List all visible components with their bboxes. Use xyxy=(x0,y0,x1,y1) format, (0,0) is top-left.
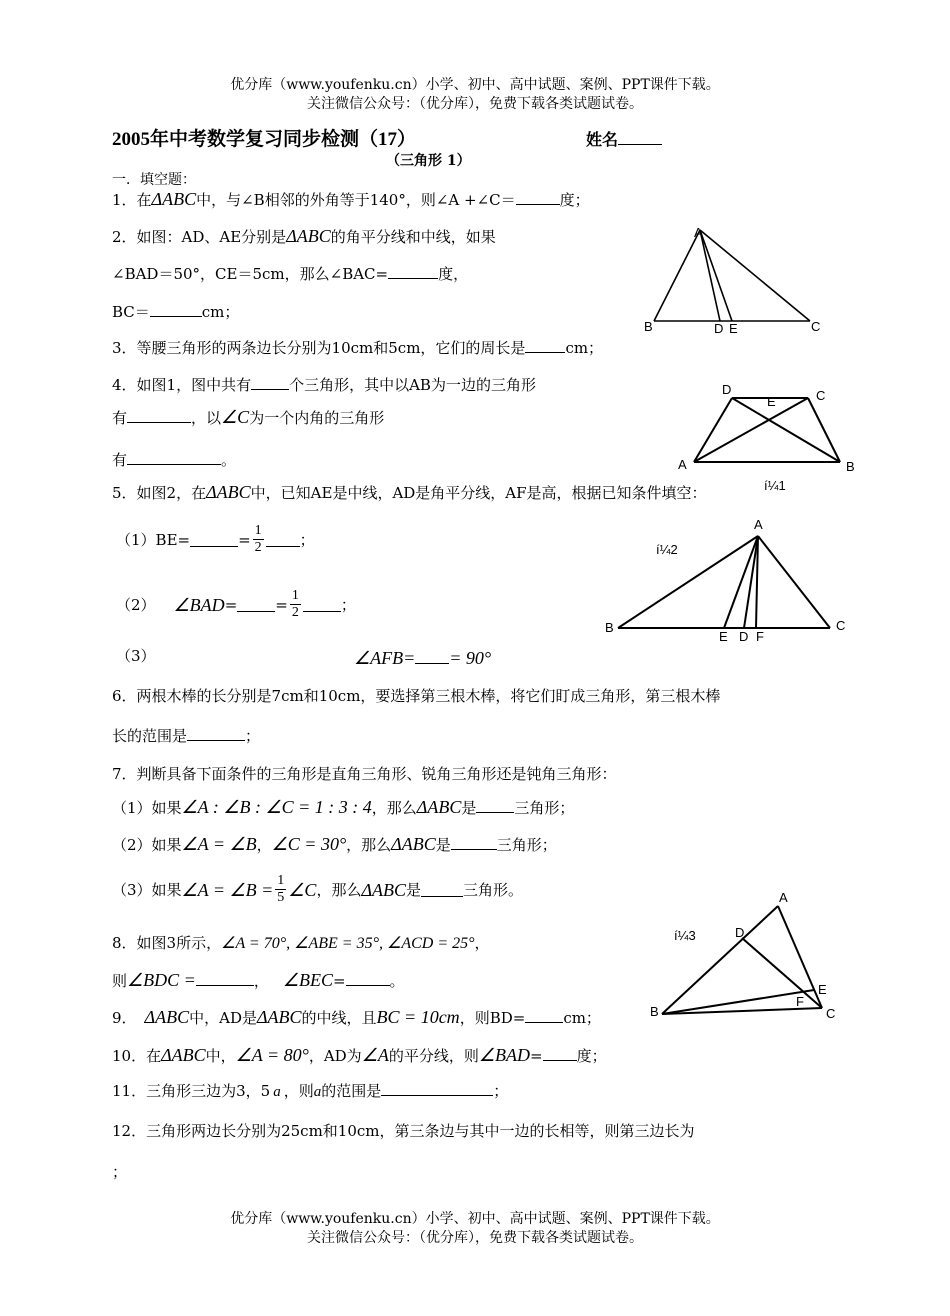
fig3-label-f: F xyxy=(796,994,804,1009)
q2-triangle: ΔABC xyxy=(286,226,331,246)
q7-p1-a: （1）如果 xyxy=(112,799,182,817)
fig1-label-e: E xyxy=(767,394,776,409)
q6-line2-a: 长的范围是 xyxy=(112,727,188,745)
question-5-part-1 xyxy=(116,523,315,556)
q7-p3-eq: ∠A = ∠B = xyxy=(181,879,274,900)
subtitle: （三角形 1） xyxy=(386,153,471,169)
question-3 xyxy=(112,338,603,358)
q5-p2-eq2: = xyxy=(275,595,288,614)
fig1-label-c: C xyxy=(816,388,826,403)
q9-text-c: 中，AD是 xyxy=(189,1009,257,1027)
q4-text-b: 个三角形，其中以AB为一边的三角形 xyxy=(289,376,536,394)
q5-frac2-num: 1 xyxy=(291,588,299,603)
q4-line2-d: 为一个内角的三角形 xyxy=(249,409,385,427)
q1-triangle: ΔABC xyxy=(151,189,197,209)
q8-text-c: ， xyxy=(474,934,490,952)
q7-frac-num: 1 xyxy=(277,873,285,888)
q9-bc: BC = 10cm xyxy=(376,1007,460,1027)
q11-blank xyxy=(381,1081,493,1096)
q5-p2-a: （2） xyxy=(116,595,156,614)
fig1-side-ac xyxy=(694,398,808,462)
fig2-label-b: B xyxy=(605,620,614,635)
q10-eq: = xyxy=(529,1047,543,1065)
q11-var-a-2: a xyxy=(313,1084,322,1100)
q9-text-h: cm； xyxy=(563,1009,601,1027)
q5-p3-blank xyxy=(415,649,449,664)
question-12: 12．三角形两边长分别为25cm和10cm，第三条边与其中一边的长相等，则第三边长为 xyxy=(112,1122,695,1140)
q4-line3-a: 有 xyxy=(112,451,128,469)
q4-blank-1 xyxy=(251,375,289,390)
fig3-segment-cd xyxy=(742,938,822,1008)
q10-text-a: 10．在 xyxy=(112,1047,162,1065)
name-field xyxy=(586,127,662,150)
q11-text-e: 的范围是 xyxy=(321,1082,382,1100)
q5-p1-a: （1）BE= xyxy=(116,530,191,549)
q8-line2-f: 。 xyxy=(389,972,405,990)
q8-angle-bec: ∠BEC xyxy=(282,970,333,990)
q10-text-g: 的平分线，则 xyxy=(388,1047,479,1065)
q3-blank xyxy=(525,338,565,353)
fig2-label-c: C xyxy=(836,618,846,633)
q10-triangle: ΔABC xyxy=(161,1045,206,1065)
fig2-side-ab xyxy=(618,536,758,628)
fig0-label-d: D xyxy=(714,321,724,336)
q8-text-a: 8．如图3所示， xyxy=(112,934,222,952)
q5-fraction-half-2 xyxy=(290,588,301,621)
q6-blank xyxy=(187,726,245,741)
q8-angles: ∠A = 70°, ∠ABE = 35°, ∠ACD = 25° xyxy=(221,935,475,952)
question-5 xyxy=(112,482,707,503)
q9-text-e: 的中线，且 xyxy=(301,1009,377,1027)
question-8-line-2 xyxy=(112,970,405,991)
q7-p2-blank xyxy=(451,835,497,850)
q5-frac-den: 2 xyxy=(254,540,262,555)
q10-blank xyxy=(543,1046,577,1061)
q5-p3-value: = 90° xyxy=(449,648,492,668)
page-title: 2005年中考数学复习同步检测（17） xyxy=(112,129,417,150)
q7-p3-f: 是 xyxy=(406,880,422,899)
q10-angle-a: ∠A = 80° xyxy=(235,1045,309,1065)
q7-p2-g: 是 xyxy=(435,836,451,854)
q5-p1-blank-2 xyxy=(266,532,300,547)
q4-blank-3 xyxy=(127,450,221,465)
q5-triangle: ΔABC xyxy=(206,482,251,502)
q2-line2-a: ∠BAD＝50°，CE＝5cm，那么∠BAC= xyxy=(112,265,389,283)
figure-2 xyxy=(600,514,850,648)
q11-text-c: ，则 xyxy=(283,1082,314,1100)
q5-p2-e: ； xyxy=(340,595,356,614)
footer-line-1: 优分库（www.youfenku.cn）小学、初中、高中试题、案例、PPT课件下载。 xyxy=(230,1211,720,1227)
q1-text-d: 度； xyxy=(559,191,590,209)
q7-p1-c: ，那么 xyxy=(371,799,417,817)
q8-line2-eq: = xyxy=(332,972,346,990)
q7-p3-d: ，那么 xyxy=(316,880,362,899)
question-10 xyxy=(112,1045,607,1066)
q5-frac-num: 1 xyxy=(254,523,262,538)
question-4-line-2 xyxy=(112,407,384,428)
q5-frac2-den: 2 xyxy=(291,605,299,620)
fig3-label-c: C xyxy=(826,1006,836,1021)
q2-text-a: 2．如图：AD、AE分别是 xyxy=(112,228,287,246)
q5-p1-eq: = xyxy=(238,530,251,549)
q5-p3-angle: ∠AFB xyxy=(354,648,404,668)
q4-line3-b: 。 xyxy=(221,451,237,469)
q5-p2-blank-1 xyxy=(237,597,275,612)
q7-p3-blank xyxy=(421,882,463,897)
fig2-caption: í¼2 xyxy=(656,542,678,557)
question-1 xyxy=(112,189,590,210)
question-8 xyxy=(112,933,490,954)
q2-line3-b: cm； xyxy=(201,303,240,321)
section-1-heading: 一．填空题： xyxy=(112,172,196,188)
q5-p1-c: ； xyxy=(299,530,315,549)
fig0-label-a: A xyxy=(694,225,703,240)
q7-p1-f: 三角形； xyxy=(514,799,575,817)
question-7: 7．判断具备下面条件的三角形是直角三角形、锐角三角形还是钝角三角形： xyxy=(112,765,617,783)
fig3-label-e: E xyxy=(818,982,827,997)
q9-triangle-2: ΔABC xyxy=(256,1007,302,1027)
question-9 xyxy=(112,1007,601,1028)
q5-fraction-half xyxy=(253,523,264,556)
fig1-label-b: B xyxy=(846,459,855,474)
q7-p3-triangle: ΔABC xyxy=(361,879,407,900)
fig0-label-e: E xyxy=(729,321,738,336)
q8-blank-1 xyxy=(196,971,254,986)
question-2-line-2 xyxy=(112,264,468,284)
q1-blank xyxy=(516,190,560,205)
q8-line2-a: 则 xyxy=(112,972,128,990)
q4-text-a: 4．如图1，图中共有 xyxy=(112,376,252,394)
figure-3 xyxy=(640,888,850,1026)
fig2-label-e: E xyxy=(719,629,728,644)
q8-blank-2 xyxy=(346,971,390,986)
fig2-median-ae xyxy=(724,536,758,628)
question-4 xyxy=(112,375,536,395)
fig0-label-b: B xyxy=(644,319,653,334)
q7-fraction-fifth xyxy=(275,873,286,906)
q3-text-a: 3．等腰三角形的两条边长分别为10cm和5cm，它们的周长是 xyxy=(112,339,526,357)
question-5-part-2 xyxy=(116,588,356,621)
question-7-part-1 xyxy=(112,797,574,818)
fig3-label-d: D xyxy=(735,925,745,940)
q5-text-c: 中，已知AE是中线，AD是角平分线，AF是高，根据已知条件填空： xyxy=(250,484,707,502)
fig0-side-ab xyxy=(654,230,700,321)
question-2 xyxy=(112,226,496,247)
q11-text-f: ； xyxy=(493,1082,509,1100)
q5-p2-angle: ∠BAD xyxy=(173,594,225,615)
q1-text-a: 1．在 xyxy=(112,191,152,209)
q10-angle-bad: ∠BAD xyxy=(478,1045,530,1065)
q4-blank-2 xyxy=(127,408,191,423)
q4-line2-b: ，以 xyxy=(191,409,222,427)
q6-line2-b: ； xyxy=(245,727,261,745)
fig3-label-a: A xyxy=(779,890,788,905)
fig2-side-ac xyxy=(758,536,830,628)
q9-blank xyxy=(525,1008,563,1023)
figure-1 xyxy=(670,380,870,492)
header-line-2: 关注微信公众号：（优分库），免费下载各类试题试卷。 xyxy=(307,96,643,112)
q2-blank-1 xyxy=(388,264,438,279)
q3-text-b: cm； xyxy=(565,339,604,357)
name-blank xyxy=(618,130,662,145)
fig2-label-d: D xyxy=(739,629,749,644)
q4-angle-c: ∠C xyxy=(221,407,250,427)
figure-q2-triangle xyxy=(640,222,830,338)
question-5-part-3-label: （3） xyxy=(116,647,156,665)
question-6-line-2 xyxy=(112,726,260,746)
fig2-label-f: F xyxy=(756,629,764,644)
q2-blank-2 xyxy=(150,302,202,317)
name-label: 姓名 xyxy=(586,130,619,149)
fig3-label-b: B xyxy=(650,1004,659,1019)
q8-line2-c: ， xyxy=(253,972,269,990)
header-line-1: 优分库（www.youfenku.cn）小学、初中、高中试题、案例、PPT课件下载。 xyxy=(230,77,720,93)
fig1-caption: í¼1 xyxy=(764,478,786,492)
q7-p2-e: ，那么 xyxy=(346,836,392,854)
q7-p1-triangle: ΔABC xyxy=(416,797,462,817)
q7-p2-a: （2）如果 xyxy=(112,836,182,854)
fig0-label-c: C xyxy=(811,319,821,334)
q11-text-a: 11．三角形三边为3，5 xyxy=(112,1082,271,1100)
q7-frac-den: 5 xyxy=(277,890,285,905)
q2-line2-b: 度， xyxy=(438,265,469,283)
question-4-line-3 xyxy=(112,450,236,470)
q5-p2-blank-2 xyxy=(303,597,341,612)
q5-p3-eq: = xyxy=(403,648,416,668)
q9-text-g: ，则BD= xyxy=(459,1009,526,1027)
q9-triangle-1: ΔABC xyxy=(144,1007,190,1027)
q1-text-c: 中，与∠B相邻的外角等于140°，则∠A +∠C＝ xyxy=(196,191,516,209)
q7-p1-e: 是 xyxy=(461,799,477,817)
q5-p1-blank-1 xyxy=(190,532,238,547)
fig2-label-a: A xyxy=(754,517,763,532)
q10-text-c: 中， xyxy=(205,1047,236,1065)
q10-text-j: 度； xyxy=(576,1047,607,1065)
question-6: 6．两根木棒的长分别是7cm和10cm，要选择第三根木棒，将它们盯成三角形，第三根木棒 xyxy=(112,687,721,705)
question-12-line-2: ； xyxy=(112,1163,128,1181)
q10-angle-a-2: ∠A xyxy=(361,1045,389,1065)
q7-p2-c: ， xyxy=(256,836,272,854)
q4-line2-a: 有 xyxy=(112,409,128,427)
q5-p2-eq1: = xyxy=(224,595,238,614)
fig3-caption: í¼3 xyxy=(674,928,696,943)
question-7-part-3 xyxy=(112,873,523,906)
q7-p2-triangle: ΔABC xyxy=(391,834,436,854)
question-7-part-2 xyxy=(112,834,557,855)
q8-angle-bdc: ∠BDC = xyxy=(127,970,196,990)
q7-p2-eq: ∠A = ∠B xyxy=(181,834,257,854)
question-5-part-3 xyxy=(354,648,491,669)
q7-p2-h: 三角形； xyxy=(496,836,557,854)
q11-var-a: a xyxy=(273,1084,281,1100)
q2-line3-a: BC＝ xyxy=(112,303,150,321)
q2-text-c: 的角平分线和中线，如果 xyxy=(330,228,496,246)
q10-text-e: ，AD为 xyxy=(308,1047,362,1065)
q7-p1-blank xyxy=(476,798,514,813)
footer-line-2: 关注微信公众号：（优分库），免费下载各类试题试卷。 xyxy=(307,1230,643,1246)
question-11 xyxy=(112,1081,508,1102)
q5-text-a: 5．如图2，在 xyxy=(112,484,207,502)
question-2-line-3 xyxy=(112,302,239,322)
q7-p1-ratio: ∠A : ∠B : ∠C = 1 : 3 : 4 xyxy=(181,797,372,817)
q7-p3-a: （3）如果 xyxy=(112,880,182,899)
q7-p3-angle: ∠C xyxy=(288,879,317,900)
q7-p2-angle: ∠C = 30° xyxy=(271,834,347,854)
q9-text-a: 9． xyxy=(112,1009,137,1027)
q7-p3-g: 三角形。 xyxy=(463,880,524,899)
fig1-label-a: A xyxy=(678,457,687,472)
fig1-label-d: D xyxy=(722,382,732,397)
